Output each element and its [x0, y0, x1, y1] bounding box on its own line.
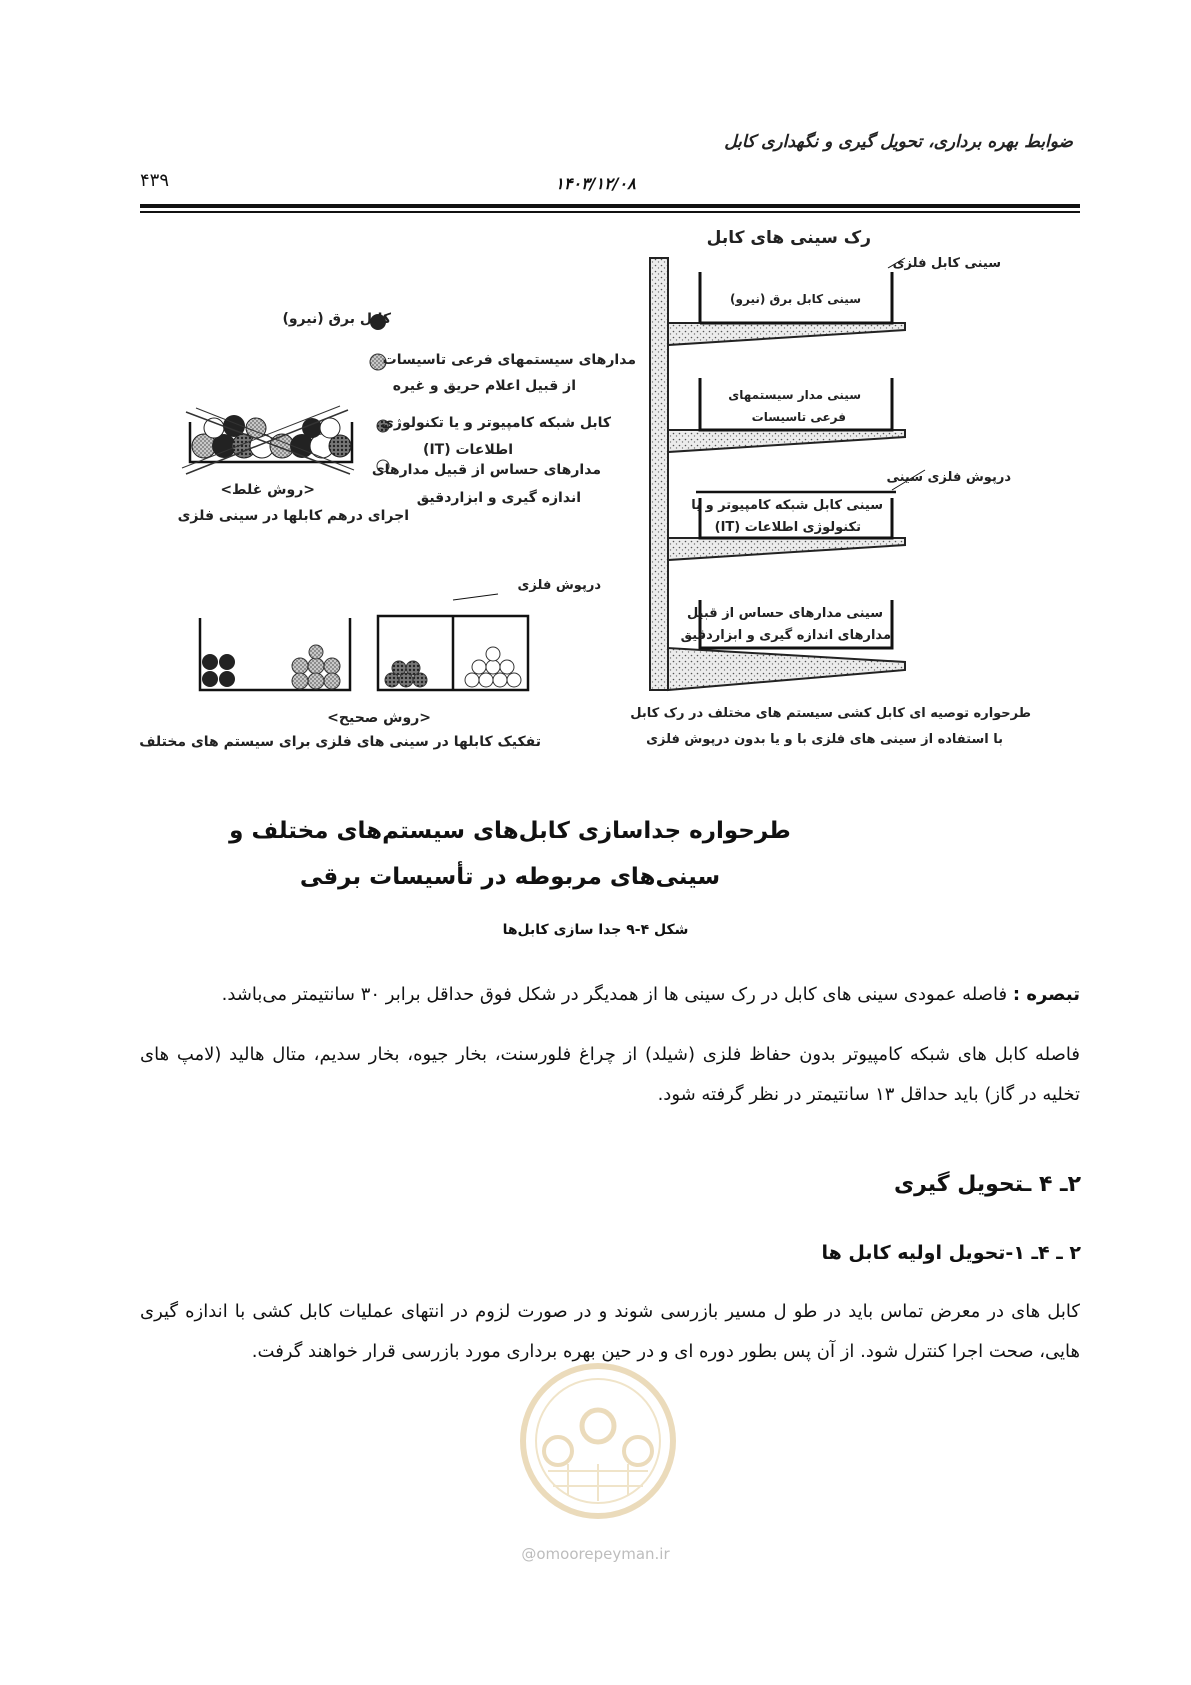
rack-title: رک سینی های کابل — [706, 228, 871, 248]
wrong-method-tray-drawing — [182, 406, 354, 474]
legend-it-1: کابل شبکه کامپیوتر و یا تکنولوژی — [381, 415, 611, 431]
wrong-method-title: <روش غلط> — [220, 482, 315, 498]
sensitive-tray-label-1: سینی مدارهای حساس از قبیل — [686, 606, 883, 621]
correct-method-title: <روش صحیح> — [327, 710, 431, 726]
correct-method-caption: تفکیک کابلها در سینی های فلزی برای سیستم های مختلف — [139, 734, 541, 750]
legend-subsystem-1: مدارهای سیستمهای فرعی تاسیسات — [382, 352, 636, 368]
watermark-site: @omoorepeyman.ir — [521, 1545, 670, 1563]
page-number: ۴۳۹ — [140, 170, 170, 191]
it-tray-label-2: تکنولوژی اطلاعات (IT) — [714, 520, 861, 535]
legend-sensitive-2: اندازه گیری و ابزاردقیق — [416, 490, 581, 506]
document-title: ضوابط بهره برداری، تحویل گیری و نگهداری کابل — [724, 132, 1073, 152]
document-date: ۱۴۰۳/۱۲/۰۸ — [555, 174, 636, 193]
rack-caption-2: با استفاده از سینی های فلزی با و یا بدون درپوش فلزی — [646, 732, 1003, 747]
wrong-method-caption: اجرای درهم کابلها در سینی فلزی — [177, 508, 409, 524]
it-tray-label-1: سینی کابل شبکه کامپیوتر و یا — [691, 498, 883, 513]
cover-label: درپوش فلزی — [517, 578, 601, 593]
cable-separation-figure — [0, 0, 1191, 760]
note-label: تبصره : — [1012, 984, 1080, 1005]
section-heading: ۲ـ ۴ ـتحویل گیری — [893, 1172, 1081, 1197]
figure-caption: طرحواره جداسازی کابل‌های سیستم‌های مختلف و سینی‌های مربوطه در تأسیسات برقی — [229, 818, 791, 890]
metal-cover-label: درپوش فلزی سینی — [886, 470, 1011, 485]
rack-caption-1: طرحواره توصیه ای کابل کشی سیستم های مختلف در رک کابل — [630, 706, 1031, 721]
sensitive-tray-label-2: مدارهای اندازه گیری و ابزاردقیق — [680, 628, 891, 643]
cable-rack-drawing — [650, 258, 925, 690]
subsection-heading: ۲ ـ ۴ـ ۱-تحویل اولیه کابل ها — [821, 1242, 1081, 1264]
paragraph-1: فاصله کابل های شبکه کامپیوتر بدون حفاظ فلزی (شیلد) از چراغ فلورسنت، بخار جیوه، بخار سدیم، متال هالید (لامپ های تخلیه در گاز) باید حداقل ۱۳ سانتیمتر در نظر گرفته شود. — [140, 1044, 1080, 1105]
omoor-peyman-seal-icon — [478, 1346, 718, 1536]
legend-power: کابل برق (نیرو) — [282, 311, 391, 327]
note-paragraph — [140, 975, 1080, 1015]
figure-label: شکل ۴-۹ جدا سازی کابل‌ها — [502, 922, 689, 938]
legend-it-2: اطلاعات (IT) — [423, 442, 513, 458]
paragraph-2: کابل های در معرض تماس باید در طو ل مسیر بازرسی شوند و در صورت لزوم در انتهای عملیات کابل کشی با اندازه گیری هایی، صحت اجرا کنترل شود. از آن پس بطور دوره ای و در حین بهره برداری مورد بازرسی قرار خواهند گرفت. — [140, 1301, 1080, 1362]
power-tray-label: سینی کابل برق (نیرو) — [730, 292, 861, 306]
legend-sensitive-1: مدارهای حساس از قبیل مدارهای — [371, 462, 601, 478]
correct-method-trays-drawing — [200, 594, 528, 690]
legend-subsystem-2: از قبیل اعلام حریق و غیره — [392, 378, 576, 394]
subsystem-tray-label-1: سینی مدار سیستمهای — [728, 388, 861, 402]
note-text: فاصله عمودی سینی های کابل در رک سینی ها از همدیگر در شکل فوق حداقل برابر ۳۰ سانتیمتر می‌باشد. — [221, 984, 1013, 1005]
metal-tray-label: سینی کابل فلزی — [892, 256, 1001, 271]
subsystem-tray-label-2: فرعی تاسیسات — [751, 410, 846, 424]
